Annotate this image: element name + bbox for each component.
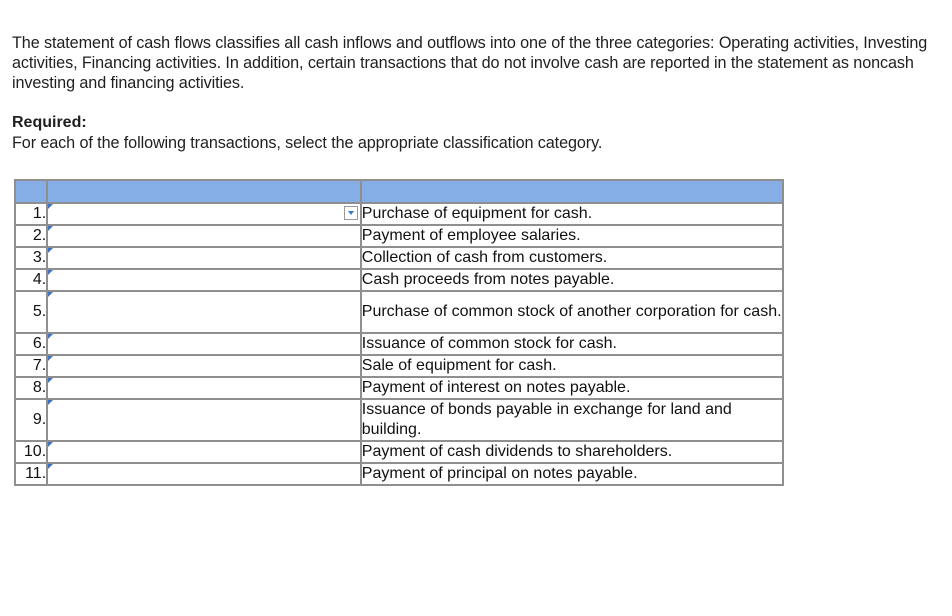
classification-dropdown[interactable] bbox=[48, 464, 360, 484]
transaction-description: Issuance of bonds payable in exchange for land and building. bbox=[361, 399, 783, 441]
row-number: 10. bbox=[15, 441, 47, 463]
header-classification-cell bbox=[47, 180, 361, 203]
table-row bbox=[15, 291, 783, 333]
transaction-description: Purchase of common stock of another corporation for cash. bbox=[361, 291, 783, 333]
classification-dropdown-cell[interactable] bbox=[47, 441, 361, 463]
classification-table bbox=[14, 179, 784, 486]
classification-dropdown[interactable] bbox=[48, 334, 360, 354]
corner-marker-icon bbox=[48, 400, 53, 405]
transaction-description: Payment of interest on notes payable. bbox=[361, 377, 783, 399]
transaction-description: Purchase of equipment for cash. bbox=[361, 203, 783, 225]
classification-dropdown[interactable] bbox=[48, 378, 360, 398]
transaction-description: Issuance of common stock for cash. bbox=[361, 333, 783, 355]
classification-dropdown-cell[interactable] bbox=[47, 463, 361, 485]
classification-dropdown-cell[interactable] bbox=[47, 225, 361, 247]
corner-marker-icon bbox=[48, 204, 53, 209]
required-heading: Required: bbox=[12, 114, 87, 131]
required-instructions: For each of the following transactions, select the appropriate classification category. bbox=[12, 134, 603, 152]
chevron-down-icon[interactable] bbox=[344, 206, 358, 220]
classification-dropdown[interactable] bbox=[48, 270, 360, 290]
row-number: 7. bbox=[15, 355, 47, 377]
corner-marker-icon bbox=[48, 226, 53, 231]
classification-dropdown-cell[interactable] bbox=[47, 399, 361, 441]
row-number: 5. bbox=[15, 291, 47, 333]
classification-dropdown[interactable] bbox=[48, 442, 360, 462]
classification-dropdown[interactable] bbox=[48, 356, 360, 376]
classification-dropdown[interactable] bbox=[48, 204, 360, 224]
classification-dropdown[interactable] bbox=[48, 248, 360, 268]
row-number: 3. bbox=[15, 247, 47, 269]
row-number: 6. bbox=[15, 333, 47, 355]
transaction-description: Payment of cash dividends to shareholders. bbox=[361, 441, 783, 463]
row-number: 8. bbox=[15, 377, 47, 399]
header-number-cell bbox=[15, 180, 47, 203]
classification-dropdown[interactable] bbox=[48, 226, 360, 246]
header-transaction-cell bbox=[361, 180, 783, 203]
intro-paragraph: The statement of cash flows classifies all cash inflows and outflows into one of the three categories: Operating activities, Investing activities, Financing activities. In addition, certain transactions that do not involve cash are reported in the statement as noncash investing and financing activities. bbox=[12, 34, 928, 92]
row-number: 2. bbox=[15, 225, 47, 247]
row-number: 11. bbox=[15, 463, 47, 485]
corner-marker-icon bbox=[48, 334, 53, 339]
corner-marker-icon bbox=[48, 270, 53, 275]
table-row bbox=[15, 203, 783, 225]
table-row bbox=[15, 355, 783, 377]
corner-marker-icon bbox=[48, 248, 53, 253]
transaction-description: Sale of equipment for cash. bbox=[361, 355, 783, 377]
classification-dropdown-cell[interactable] bbox=[47, 355, 361, 377]
classification-dropdown-cell[interactable] bbox=[47, 291, 361, 333]
corner-marker-icon bbox=[48, 464, 53, 469]
corner-marker-icon bbox=[48, 292, 53, 297]
row-number: 9. bbox=[15, 399, 47, 441]
classification-dropdown[interactable] bbox=[48, 292, 360, 332]
classification-dropdown-cell[interactable] bbox=[47, 203, 361, 225]
table-row bbox=[15, 399, 783, 441]
corner-marker-icon bbox=[48, 378, 53, 383]
table-row bbox=[15, 247, 783, 269]
table-header-row bbox=[15, 180, 783, 203]
row-number: 4. bbox=[15, 269, 47, 291]
table-row bbox=[15, 441, 783, 463]
corner-marker-icon bbox=[48, 442, 53, 447]
corner-marker-icon bbox=[48, 356, 53, 361]
table-row bbox=[15, 377, 783, 399]
classification-dropdown-cell[interactable] bbox=[47, 333, 361, 355]
transaction-description: Payment of employee salaries. bbox=[361, 225, 783, 247]
table-row bbox=[15, 225, 783, 247]
transaction-description: Payment of principal on notes payable. bbox=[361, 463, 783, 485]
table-row bbox=[15, 269, 783, 291]
classification-dropdown-cell[interactable] bbox=[47, 269, 361, 291]
transaction-description: Collection of cash from customers. bbox=[361, 247, 783, 269]
classification-dropdown[interactable] bbox=[48, 400, 360, 440]
transaction-description: Cash proceeds from notes payable. bbox=[361, 269, 783, 291]
table-row bbox=[15, 463, 783, 485]
classification-dropdown-cell[interactable] bbox=[47, 377, 361, 399]
classification-dropdown-cell[interactable] bbox=[47, 247, 361, 269]
table-row bbox=[15, 333, 783, 355]
row-number: 1. bbox=[15, 203, 47, 225]
